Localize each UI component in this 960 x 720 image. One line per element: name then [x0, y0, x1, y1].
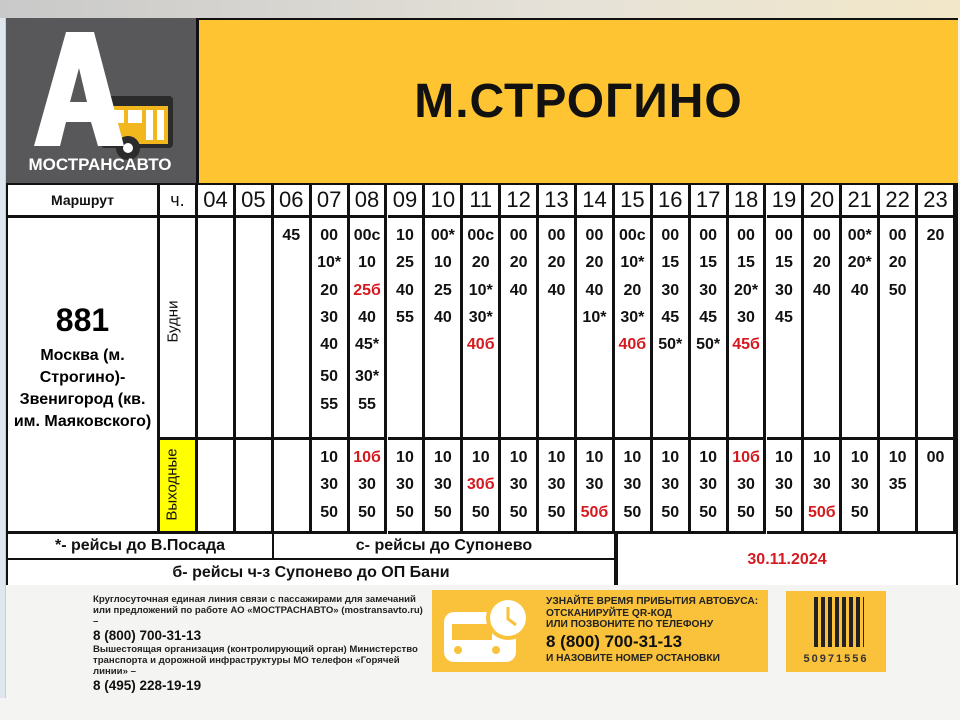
departure-time: 30: [661, 476, 680, 494]
departure-time: 30: [699, 476, 718, 494]
hour-10: 10: [425, 185, 463, 218]
weekends-cell-19: [767, 440, 805, 534]
stop-title: М.СТРОГИНО: [196, 18, 958, 183]
weekdays-cell-16: [653, 218, 691, 440]
departure-time: 30: [585, 476, 604, 494]
hour-05: 05: [236, 185, 274, 218]
departure-time: 20: [547, 254, 566, 272]
weekdays-cell-20: [804, 218, 842, 440]
route-info: [8, 218, 160, 534]
departure-time: 25: [433, 281, 452, 299]
departure-time: 00*: [847, 227, 872, 244]
departure-time: 30: [433, 476, 452, 494]
weekends-label-cell: [160, 440, 198, 534]
departure-time: 10: [775, 449, 793, 466]
departure-time: 10*: [468, 281, 493, 299]
departure-time: 55: [320, 395, 339, 413]
weekends-label: Выходные: [163, 448, 181, 521]
departure-time: 10: [509, 449, 528, 466]
hour-08: 08: [350, 185, 388, 218]
departure-time: 00: [661, 227, 680, 244]
weekdays-cell-08: [350, 218, 388, 440]
departure-time: 20: [888, 254, 907, 272]
weekdays-cell-07: [312, 218, 350, 440]
departure-time: 15: [699, 254, 718, 272]
departure-time: 00: [775, 227, 793, 244]
departure-time: 10: [358, 254, 376, 272]
departure-time: 10: [699, 449, 718, 466]
hour-19: 19: [767, 185, 805, 218]
departure-time: 15: [737, 254, 755, 272]
weekdays-cell-04: [198, 218, 236, 440]
departure-time: 30: [396, 476, 414, 494]
departure-time: 30: [737, 476, 755, 494]
departure-time: 00: [585, 227, 604, 244]
hour-header: ч.: [160, 185, 198, 218]
departure-time: 10*: [317, 254, 342, 272]
weekends-cell-05: [236, 440, 274, 534]
departure-time: 55: [396, 308, 414, 326]
departure-time: 15: [661, 254, 680, 272]
hour-15: 15: [615, 185, 653, 218]
departure-time: 10: [547, 449, 566, 466]
hour-17: 17: [691, 185, 729, 218]
weekends-cell-21: [842, 440, 880, 534]
departure-time: 40: [396, 281, 414, 299]
weekdays-cell-17: [691, 218, 729, 440]
departure-time: 10*: [582, 308, 607, 326]
bus-logo-icon: [6, 18, 196, 183]
timetable: [6, 183, 958, 585]
departure-time: 20: [926, 227, 945, 244]
departure-time: 55: [358, 395, 376, 413]
departure-time: 30: [850, 476, 869, 494]
departure-time: 10: [585, 449, 604, 466]
departure-time: 30: [320, 308, 339, 326]
departure-time: 35: [888, 476, 907, 494]
departure-time: 30: [775, 281, 793, 299]
weekends-cell-18: [729, 440, 767, 534]
departure-time: 25: [396, 254, 414, 272]
departure-time: 45б: [732, 336, 760, 354]
departure-time: 50: [888, 281, 907, 299]
departure-time: 40: [320, 336, 339, 354]
departure-time: 50: [320, 503, 339, 521]
svg-text:МОСТРАНСАВТО: МОСТРАНСАВТО: [28, 155, 172, 174]
weekends-cell-10: [425, 440, 463, 534]
departure-time: 00с: [618, 227, 646, 244]
departure-time: 40б: [618, 336, 647, 354]
departure-time: 50*: [658, 336, 683, 354]
weekends-cell-15: [615, 440, 653, 534]
departure-time: 20*: [847, 254, 872, 272]
weekends-cell-09: [388, 440, 426, 534]
departure-time: 20: [623, 281, 642, 299]
weekdays-cell-15: [615, 218, 653, 440]
departure-time: 20*: [734, 281, 759, 299]
departure-time: 00*: [430, 227, 455, 244]
departure-time: 40: [358, 308, 376, 326]
departure-time: 00: [812, 227, 831, 244]
departure-time: 10: [850, 449, 869, 466]
weekends-cell-11: [463, 440, 501, 534]
departure-time: 00: [737, 227, 755, 244]
weekends-cell-12: [501, 440, 539, 534]
departure-time: 30: [509, 476, 528, 494]
mostransavto-logo: [6, 18, 196, 183]
departure-time: 10: [888, 449, 907, 466]
stop-number: 50971556: [803, 653, 869, 665]
departure-time: 40: [850, 281, 869, 299]
weekdays-cell-19: [767, 218, 805, 440]
departure-time: 30: [812, 476, 831, 494]
departure-time: 45: [699, 308, 718, 326]
hour-20: 20: [804, 185, 842, 218]
departure-time: 50: [396, 503, 414, 521]
hour-04: 04: [198, 185, 236, 218]
departure-time: 40б: [466, 336, 495, 354]
weekdays-cell-13: [539, 218, 577, 440]
departure-time: 50: [509, 503, 528, 521]
weekends-cell-08: [350, 440, 388, 534]
weekends-cell-17: [691, 440, 729, 534]
weekdays-cell-21: [842, 218, 880, 440]
weekdays-cell-10: [425, 218, 463, 440]
departure-time: 45*: [355, 336, 380, 354]
hour-22: 22: [880, 185, 918, 218]
departure-time: 50: [699, 503, 718, 521]
departure-time: 20: [812, 254, 831, 272]
qr-code-icon[interactable]: [814, 597, 864, 647]
weekends-cell-20: [804, 440, 842, 534]
departure-time: 20: [320, 281, 339, 299]
weekdays-cell-12: [501, 218, 539, 440]
departure-time: 10б: [353, 449, 381, 466]
hour-09: 09: [388, 185, 426, 218]
departure-time: 50: [775, 503, 793, 521]
departure-time: 50б: [807, 503, 836, 521]
departure-time: 50: [471, 503, 490, 521]
hour-23: 23: [918, 185, 956, 218]
weekdays-cell-09: [388, 218, 426, 440]
hour-16: 16: [653, 185, 691, 218]
departure-time: 30: [661, 281, 680, 299]
hour-21: 21: [842, 185, 880, 218]
departure-time: 30: [358, 476, 376, 494]
weekends-cell-07: [312, 440, 350, 534]
departure-time: 00: [509, 227, 528, 244]
departure-time: 10: [812, 449, 831, 466]
departure-time: 50: [623, 503, 642, 521]
hour-11: 11: [463, 185, 501, 218]
weekends-cell-22: [880, 440, 918, 534]
departure-time: 00: [699, 227, 718, 244]
departure-time: 25б: [353, 281, 381, 299]
date: 30.11.2024: [616, 534, 956, 585]
departure-time: 50: [737, 503, 755, 521]
weekdays-cell-22: [880, 218, 918, 440]
departure-time: 10: [471, 449, 490, 466]
weekdays-label: Будни: [164, 300, 182, 343]
departure-time: 50: [320, 368, 339, 386]
qr-block[interactable]: [786, 591, 886, 672]
weekdays-cell-05: [236, 218, 274, 440]
hour-14: 14: [577, 185, 615, 218]
departure-time: 15: [775, 254, 793, 272]
weekdays-cell-06: [274, 218, 312, 440]
departure-time: 00с: [467, 227, 495, 244]
departure-time: 10: [433, 449, 452, 466]
departure-time: 10: [396, 227, 414, 244]
departure-time: 10: [320, 449, 339, 466]
hour-13: 13: [539, 185, 577, 218]
departure-time: 10*: [620, 254, 645, 272]
weekends-cell-16: [653, 440, 691, 534]
weekends-cell-04: [198, 440, 236, 534]
departure-time: 50: [850, 503, 869, 521]
weekdays-cell-11: [463, 218, 501, 440]
departure-time: 00: [320, 227, 339, 244]
weekdays-cell-18: [729, 218, 767, 440]
departure-time: 40: [509, 281, 528, 299]
weekdays-cell-23: [918, 218, 956, 440]
weekdays-cell-14: [577, 218, 615, 440]
departure-time: 40: [547, 281, 566, 299]
departure-time: 50: [661, 503, 680, 521]
departure-time: 50: [547, 503, 566, 521]
departure-time: 30*: [620, 308, 645, 326]
bus-clock-icon: [438, 590, 548, 672]
departure-time: 50: [433, 503, 452, 521]
hour-06: 06: [274, 185, 312, 218]
weekends-cell-13: [539, 440, 577, 534]
departure-time: 20: [471, 254, 490, 272]
departure-time: 10: [661, 449, 680, 466]
hotline-phone: 8 (800) 700-31-13: [93, 628, 202, 643]
departure-time: 50*: [696, 336, 721, 354]
departure-time: 10: [433, 254, 452, 272]
departure-time: 40: [812, 281, 831, 299]
departure-time: 10: [623, 449, 642, 466]
legend-star: *- рейсы до В.Посада: [8, 534, 274, 560]
departure-time: 00: [926, 449, 945, 466]
departure-time: 50: [358, 503, 376, 521]
departure-time: 45: [775, 308, 793, 326]
departure-time: 20: [585, 254, 604, 272]
departure-time: 40: [585, 281, 604, 299]
ministry-phone: 8 (495) 228-19-19: [93, 678, 202, 693]
departure-time: 40: [433, 308, 452, 326]
legend-c: с- рейсы до Супонево: [274, 534, 616, 560]
hour-07: 07: [312, 185, 350, 218]
departure-time: 30: [320, 476, 339, 494]
photo-edge: [0, 0, 960, 18]
departure-time: 30: [699, 281, 718, 299]
departure-time: 30: [737, 308, 755, 326]
departure-time: 10: [396, 449, 414, 466]
departure-time: 45: [282, 227, 301, 244]
departure-time: 45: [661, 308, 680, 326]
route-header: Маршрут: [8, 185, 160, 218]
hour-12: 12: [501, 185, 539, 218]
departure-time: 30: [623, 476, 642, 494]
departure-time: 00с: [353, 227, 381, 244]
route-number: 881: [55, 302, 110, 338]
departure-time: 30*: [468, 308, 493, 326]
departure-time: 10б: [732, 449, 760, 466]
departure-time: 50б: [580, 503, 609, 521]
banner-phone: 8 (800) 700-31-13: [546, 632, 683, 652]
departure-time: 00: [888, 227, 907, 244]
departure-time: 00: [547, 227, 566, 244]
departure-time: 30: [547, 476, 566, 494]
hour-18: 18: [729, 185, 767, 218]
route-name: Москва (м. Строгино)- Звенигород (кв. им. Маяковского): [13, 347, 152, 430]
weekends-cell-14: [577, 440, 615, 534]
weekdays-label-cell: [160, 218, 198, 440]
weekends-cell-23: [918, 440, 956, 534]
weekends-cell-06: [274, 440, 312, 534]
legend-b: б- рейсы ч-з Супонево до ОП Бани: [8, 560, 616, 585]
contact-info: Круглосуточная единая линия связи с пассажирами для замечаний или предложений по работе АО «МОСТРАСНАВТО» (mostransavto.ru) – 8 (800) 700-31-13 Вышестоящая организация (контролирующий орган) Министерство транспорта и дорожной инфраструктуры МО телефон «Горячей линии» – 8 (495) 228-19-19: [93, 594, 423, 693]
departure-time: 30: [775, 476, 793, 494]
arrival-info-banner: УЗНАЙТЕ ВРЕМЯ ПРИБЫТИЯ АВТОБУСА: ОТСКАНИРУЙТЕ QR-КОД ИЛИ ПОЗВОНИТЕ ПО ТЕЛЕФОНУ 8 (800) 700-31-13 И НАЗОВИТЕ НОМЕР ОСТАНОВКИ: [432, 590, 768, 672]
departure-time: 30б: [466, 476, 495, 494]
departure-time: 30*: [355, 368, 380, 386]
departure-time: 20: [509, 254, 528, 272]
